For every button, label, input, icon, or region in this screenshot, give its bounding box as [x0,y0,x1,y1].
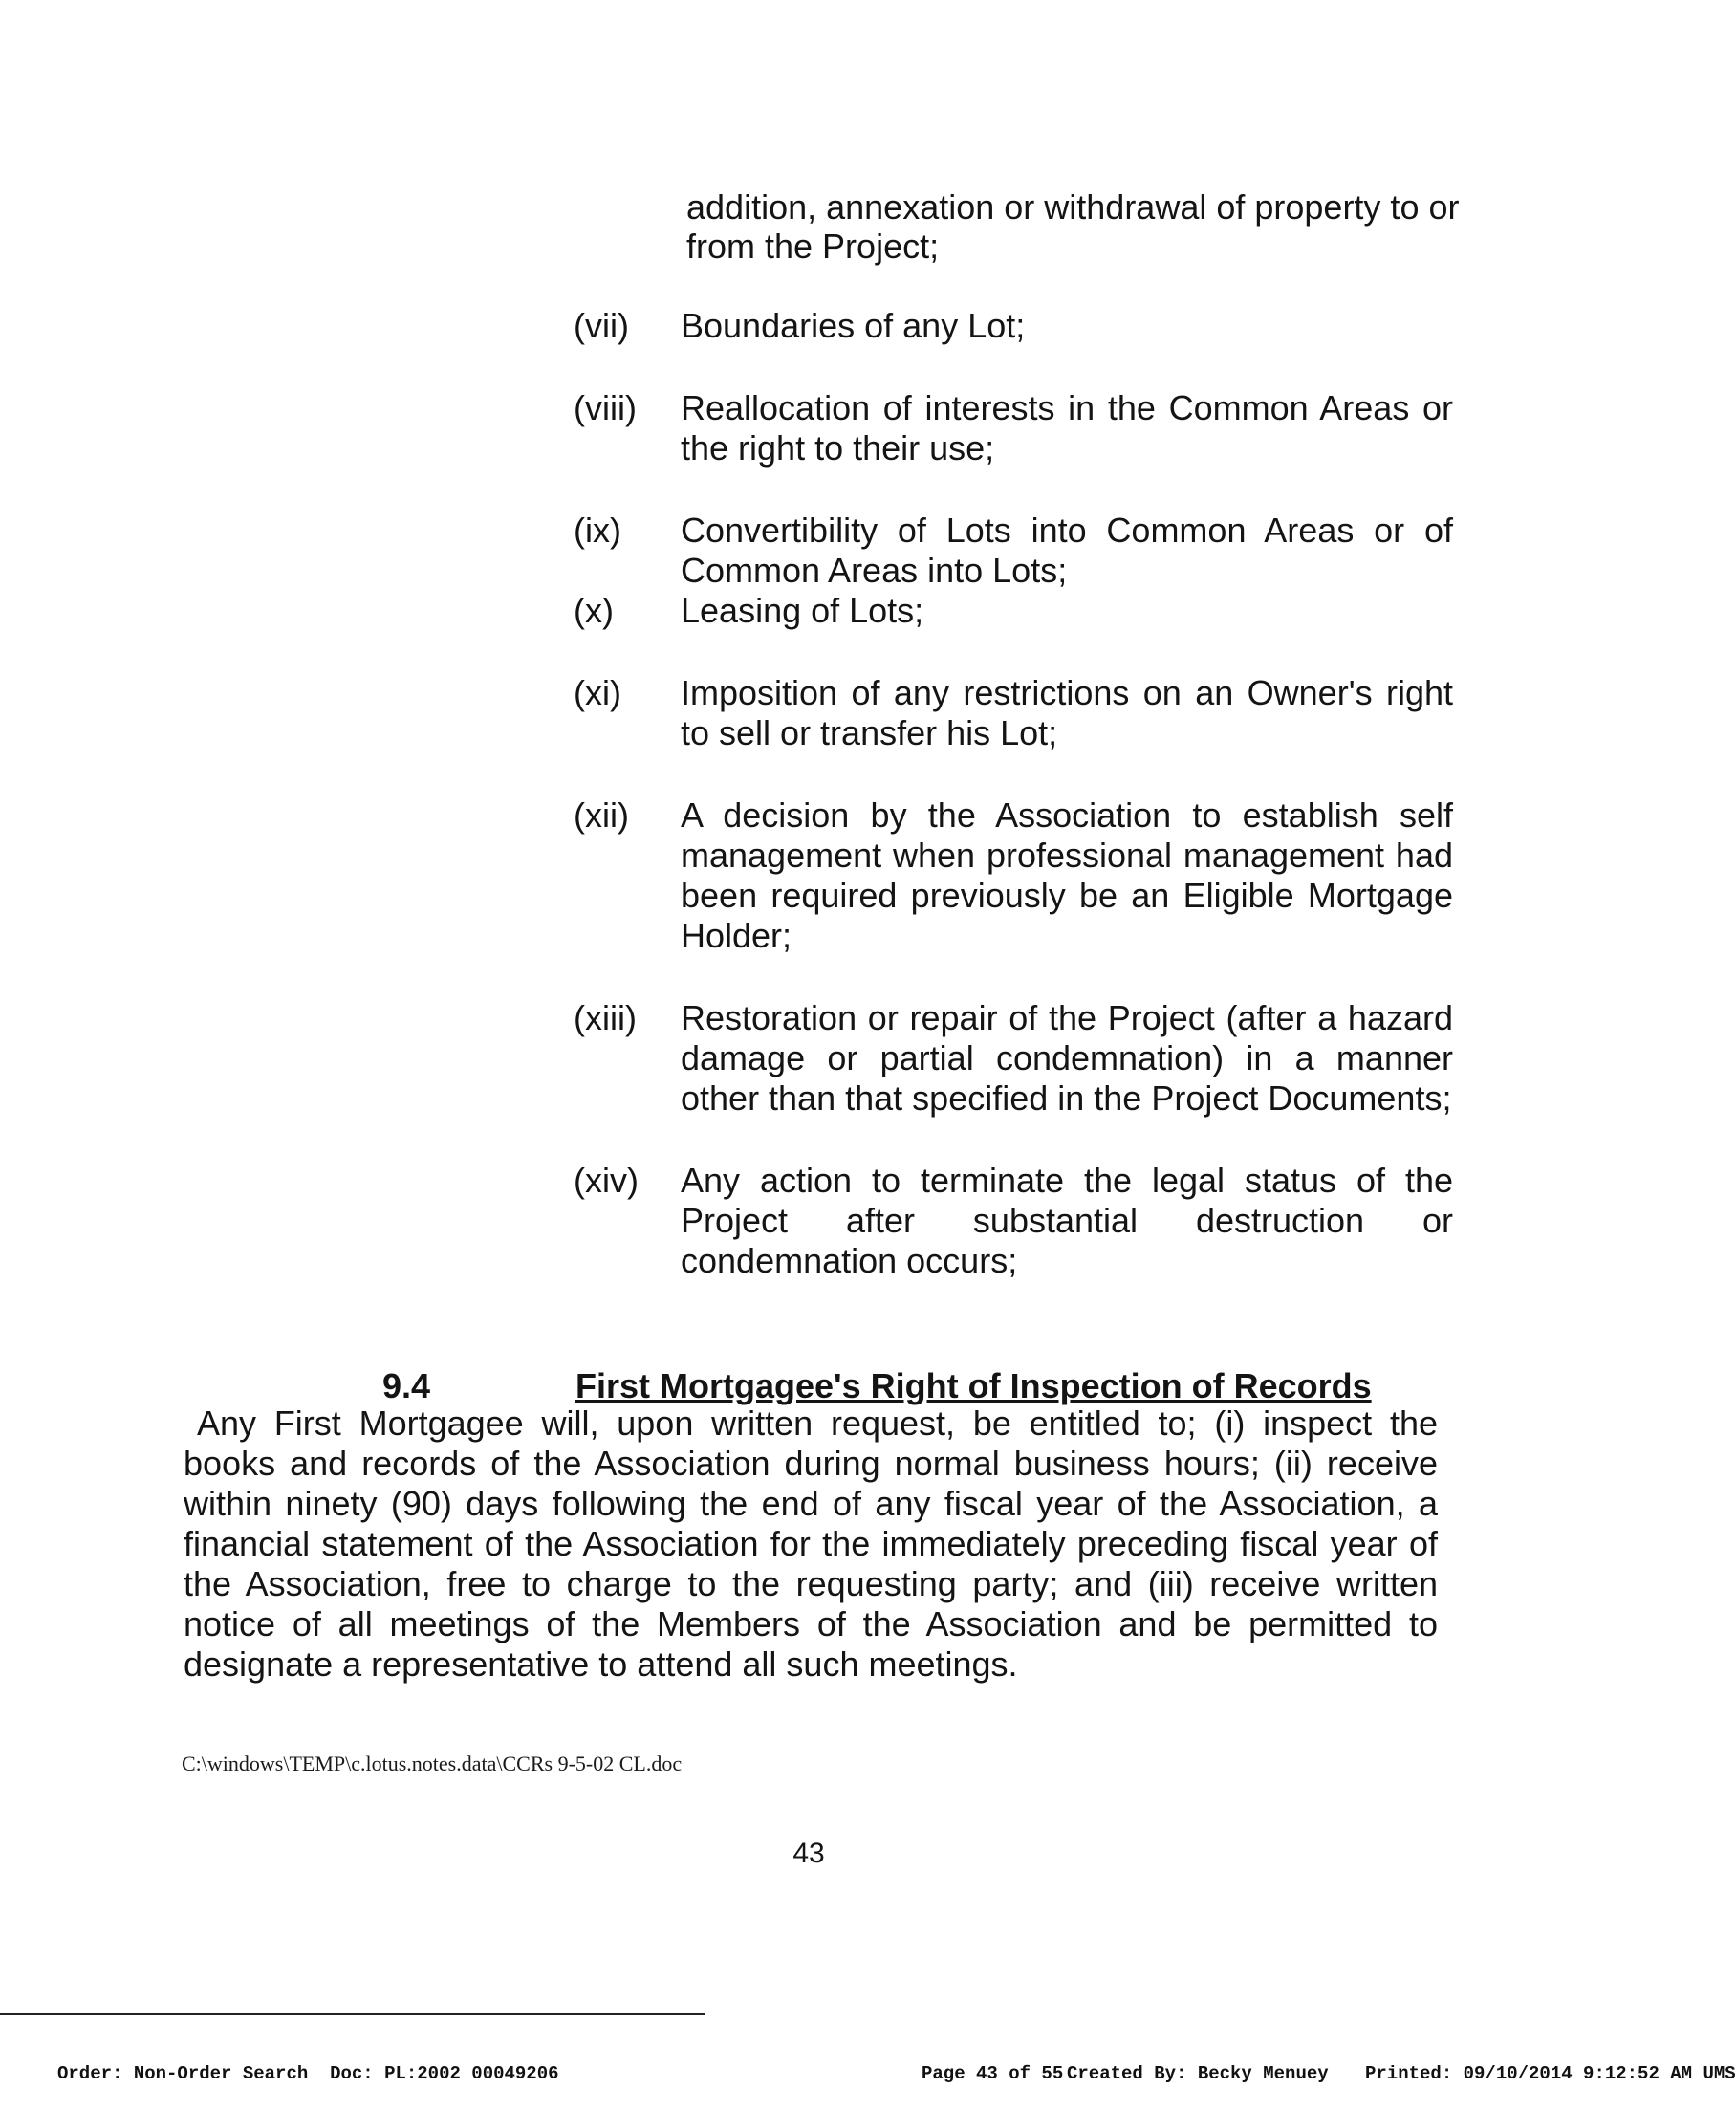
footer-printed: Printed: 09/10/2014 9:12:52 AM UMS [1365,2063,1736,2084]
footer-created-by: Created By: Becky Menuey [1067,2063,1329,2084]
item-number: (xiv) [574,1161,639,1200]
list-item [574,388,1453,468]
list-item [574,591,1453,631]
item-text: Reallocation of interests in the Common Areas or the right to their use; [681,388,1453,468]
continuation-text: addition, annexation or withdrawal of property to or from the Project; [686,187,1460,266]
item-number: (x) [574,591,614,630]
enumerated-list [574,306,1453,1323]
item-text: A decision by the Association to establish self management when professional management had been required previously be an Eligible Mortgage Holder; [681,795,1453,955]
item-number: (viii) [574,388,637,427]
item-text: Any action to terminate the legal status of the Project after substantial destruction or condemnation occurs; [681,1161,1453,1280]
page-number [0,1838,1621,1870]
list-item [574,511,1453,591]
page-number-text: 43 [792,1838,825,1869]
list-item [574,1161,1453,1281]
footer-divider [0,2013,705,2015]
item-number: (vii) [574,306,629,345]
footer-order [57,2063,559,2084]
footer-doc-text: Doc: PL:2002 00049206 [330,2063,559,2084]
footer-page: Page 43 of 55 [922,2063,1064,2084]
list-item [574,998,1453,1119]
item-number: (ix) [574,511,621,550]
item-text: Restoration or repair of the Project (after a hazard damage or partial condemnation) in a manner other than that specified in the Project Documents; [681,998,1453,1118]
item-number: (xiii) [574,998,637,1037]
list-item [574,306,1453,346]
item-number: (xii) [574,795,629,835]
list-item [574,673,1453,753]
section-number: 9.4 [382,1366,431,1405]
item-text: Imposition of any restrictions on an Owner's right to sell or transfer his Lot; [681,673,1453,752]
file-path: C:\windows\TEMP\c.lotus.notes.data\CCRs 9-5-02 CL.doc [182,1752,683,1775]
item-number: (xi) [574,673,621,712]
item-text: Leasing of Lots; [681,591,924,630]
section-title: First Mortgagee's Right of Inspection of Records [575,1366,1372,1405]
section-body: Any First Mortgagee will, upon written request, be entitled to; (i) inspect the books and records of the Association during normal business hours; (ii) receive within ninety (90) days following the end of any fiscal year of the Association, a financial statement of the Association for the immediately preceding fiscal year of the Association, free to charge to the requesting party; and (iii) receive written notice of all meetings of the Members of the Association and be permitted to designate a representative to attend all such meetings. [184,1404,1438,1684]
item-text: Convertibility of Lots into Common Areas or of Common Areas into Lots; [681,511,1453,590]
print-footer [0,2063,1736,2092]
item-text: Boundaries of any Lot; [681,306,1026,345]
list-item [574,795,1453,956]
footer-order-text: Order: Non-Order Search [57,2063,309,2084]
